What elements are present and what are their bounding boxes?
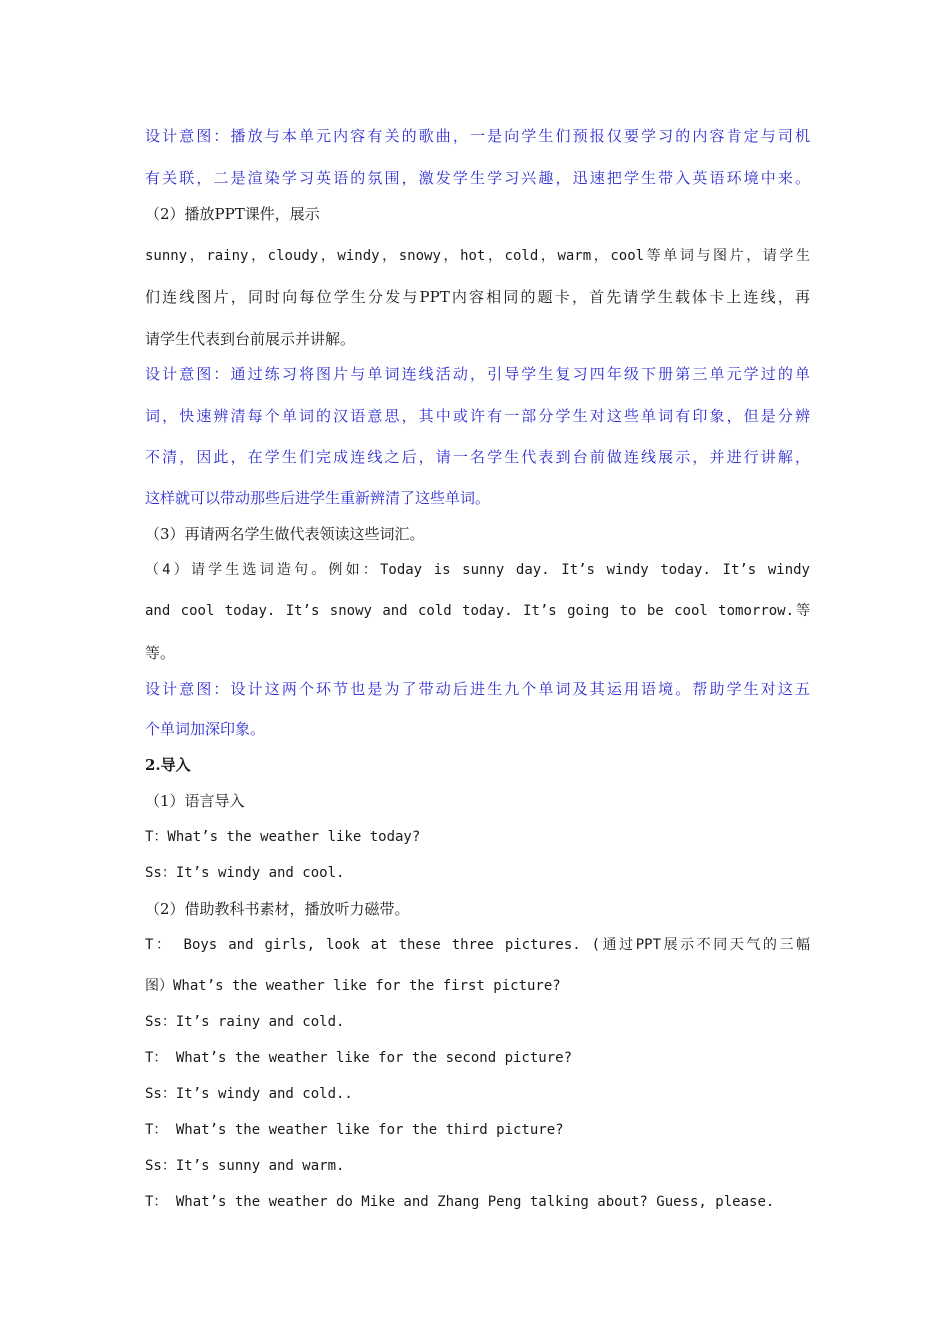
dialogue-line: T： What’s the weather like for the second picture? xyxy=(145,1050,573,1066)
dialogue-line: 图）What’s the weather like for the first picture? xyxy=(145,978,561,994)
step-3-line: （3）再请两名学生做代表领读这些词汇。 xyxy=(145,525,425,543)
intro-step-1-heading: （1）语言导入 xyxy=(145,792,245,810)
step-2-line-1: sunny，rainy，cloudy，windy，snowy，hot，cold，warm，cool等单词与图片，请学生 xyxy=(145,248,810,264)
intro-step-2-heading: （2）借助教科书素材，播放听力磁带。 xyxy=(145,900,410,918)
dialogue-line: Ss：It’s windy and cool. xyxy=(145,865,345,881)
dialogue-line: T： Boys and girls, look at these three pictures. (通过PPT展示不同天气的三幅 xyxy=(145,937,810,953)
design-intent-2-line-4: 这样就可以带动那些后进学生重新辨清了这些单词。 xyxy=(145,489,491,507)
design-intent-2-line-3: 不清，因此，在学生们完成连线之后，请一名学生代表到台前做连线展示，并进行讲解， xyxy=(145,448,810,466)
design-intent-1-line-2: 有关联，二是渲染学习英语的氛围，激发学生学习兴趣，迅速把学生带入英语环境中来。 xyxy=(145,169,810,187)
design-intent-3-line-2: 个单词加深印象。 xyxy=(145,720,266,738)
dialogue-line: Ss：It’s sunny and warm. xyxy=(145,1158,345,1174)
step-2-line-3: 请学生代表到台前展示并讲解。 xyxy=(145,330,356,348)
step-4-line-3: 等。 xyxy=(145,644,176,662)
step-2-heading: （2）播放PPT课件，展示 xyxy=(145,205,320,223)
step-2-line-2: 们连线图片，同时向每位学生分发与PPT内容相同的题卡，首先请学生载体卡上连线，再 xyxy=(145,288,810,306)
dialogue-line: T： What’s the weather do Mike and Zhang Peng talking about? Guess, please. xyxy=(145,1194,775,1210)
design-intent-2-line-1: 设计意图：通过练习将图片与单词连线活动，引导学生复习四年级下册第三单元学过的单 xyxy=(145,365,810,383)
design-intent-2-line-2: 词，快速辨清每个单词的汉语意思，其中或许有一部分学生对这些单词有印象，但是分辨 xyxy=(145,407,810,425)
dialogue-line: T： What’s the weather like for the third picture? xyxy=(145,1122,564,1138)
design-intent-1-line-1: 设计意图：播放与本单元内容有关的歌曲，一是向学生们预报仅要学习的内容肯定与司机 xyxy=(145,127,810,145)
section-heading-intro: 2.导入 xyxy=(145,756,191,774)
dialogue-line: T：What’s the weather like today? xyxy=(145,829,421,845)
step-4-line-2: and cool today. It’s snowy and cold today. It’s going to be cool tomorrow.等 xyxy=(145,603,810,619)
design-intent-3-line-1: 设计意图：设计这两个环节也是为了带动后进生九个单词及其运用语境。帮助学生对这五 xyxy=(145,680,810,698)
dialogue-line: Ss：It’s rainy and cold. xyxy=(145,1014,345,1030)
dialogue-line: Ss：It’s windy and cold.. xyxy=(145,1086,353,1102)
step-4-line-1: （4）请学生选词造句。例如：Today is sunny day. It’s windy today. It’s windy xyxy=(145,562,810,578)
